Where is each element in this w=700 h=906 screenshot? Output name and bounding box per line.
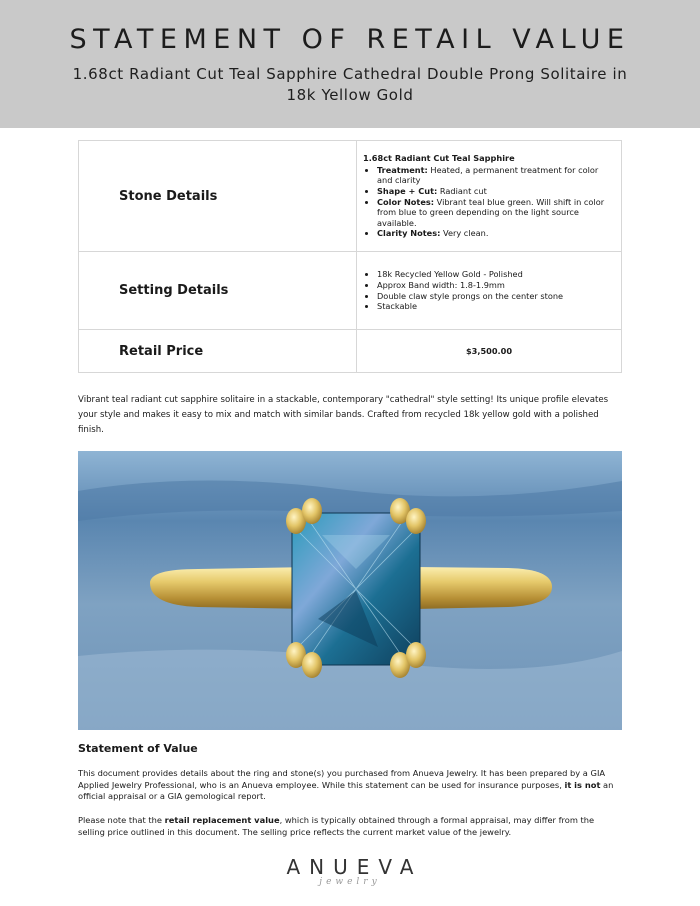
stone-detail-value: Very clean. [440, 228, 489, 239]
statement-of-value-heading: Statement of Value [78, 742, 198, 755]
stone-detail-key: Shape + Cut: [377, 185, 438, 196]
anueva-logo [0, 855, 700, 887]
retail-price-row [79, 330, 622, 373]
retail-price-value: $3,500.00 [357, 330, 622, 373]
stone-detail-key: Clarity Notes: [377, 228, 441, 239]
prong [406, 642, 426, 668]
prong [302, 652, 322, 678]
statement-paragraph-1 [78, 768, 622, 803]
stone-details-value [357, 141, 622, 252]
statement-text: , which is typically obtained through a formal appraisal, may differ from the selling price outlined in this document. The selling price reflects the current market value of the jewelry. [78, 815, 595, 837]
setting-details-label: Setting Details [79, 252, 357, 330]
prong [302, 498, 322, 524]
stone-detail-item [377, 197, 615, 229]
statement-emphasis: retail replacement value [164, 815, 280, 825]
stone-detail-item [377, 165, 615, 186]
document-title: STATEMENT OF RETAIL VALUE [69, 24, 631, 55]
setting-details-list [363, 269, 615, 311]
setting-details-value [357, 252, 622, 330]
product-description: Vibrant teal radiant cut sapphire solitaire in a stackable, contemporary "cathedral" style setting! Its unique profile elevates your style and makes it easy to mix and match with similar bands. Crafted from recycled 18k yellow gold with a polished finish. [78, 395, 609, 435]
stone-title: 1.68ct Radiant Cut Teal Sapphire [363, 153, 515, 164]
statement-text: Please note that the [78, 815, 165, 825]
stone-detail-value: Heated, a permanent treatment for color and clarity [377, 164, 599, 186]
stone-detail-key: Treatment: [377, 164, 428, 175]
stone-detail-value: Vibrant teal blue green. Will shift in color from blue to green depending on the light source available. [377, 196, 605, 228]
statement-emphasis: it is not [564, 779, 601, 790]
setting-detail-item: • 18k Recycled Yellow Gold - Polished [377, 269, 615, 280]
details-table [78, 140, 622, 373]
stone-detail-item [377, 228, 615, 239]
setting-detail-item: • Approx Band width: 1.8-1.9mm [377, 280, 615, 291]
product-subtitle: 1.68ct Radiant Cut Teal Sapphire Cathedral Double Prong Solitaire in 18k Yellow Gold [72, 65, 628, 104]
stone-detail-item [377, 186, 615, 197]
product-photo [78, 451, 622, 730]
stone-details-label: Stone Details [79, 141, 357, 252]
retail-price-label: Retail Price [79, 330, 357, 373]
ring-band-left [150, 567, 314, 609]
ring-band-right [414, 567, 552, 609]
prong [406, 508, 426, 534]
statement-text: an official appraisal or a GIA gemological report. [78, 779, 614, 801]
stone-details-list [363, 165, 615, 239]
stone-details-row [79, 141, 622, 252]
logo-wordmark: ANUEVA [286, 855, 423, 879]
page-header [0, 0, 700, 128]
stone-detail-key: Color Notes: [377, 196, 435, 207]
setting-details-row [79, 252, 622, 330]
setting-detail-item: • Stackable [377, 301, 615, 312]
logo-tagline: jewelry [319, 877, 381, 887]
statement-paragraph-2 [78, 815, 622, 838]
stone-detail-value: Radiant cut [437, 185, 487, 196]
ring-illustration [78, 451, 622, 730]
setting-detail-item: • Double claw style prongs on the center stone [377, 291, 615, 302]
statement-text: This document provides details about the ring and stone(s) you purchased from Anueva Jewelry. It has been prepared by a GIA Applied Jewelry Professional, who is an Anueva employee. While this statement can be used for insurance purposes, [78, 768, 606, 790]
